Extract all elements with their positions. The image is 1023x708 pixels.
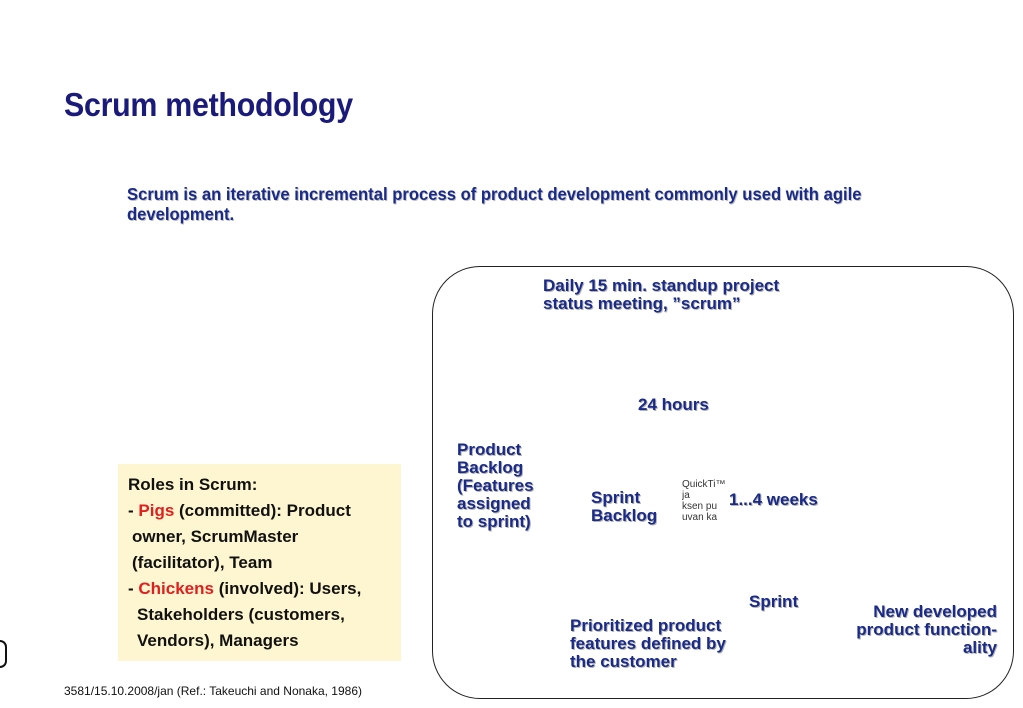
quicktime-placeholder: QuickTi™ ja ksen pu uvan ka <box>682 479 726 523</box>
hours-label: 24 hours <box>638 395 709 414</box>
chickens-term: Chickens <box>138 579 214 598</box>
slide-title: Scrum methodology <box>64 86 353 123</box>
new-product-label: New developed product function- ality <box>856 602 997 657</box>
prioritized-features-label: Prioritized product features defined by the customer <box>570 616 726 671</box>
daily-meeting-label: Daily 15 min. standup project status meeting, ”scrum” <box>543 276 780 313</box>
roles-chickens-line3: Vendors), Managers <box>137 631 299 650</box>
roles-chickens-line2: Stakeholders (customers, <box>137 605 345 624</box>
sprint-backlog-label: Sprint Backlog <box>591 488 658 525</box>
pigs-term: Pigs <box>138 501 175 520</box>
roles-pigs-line2: owner, ScrumMaster <box>132 527 299 546</box>
sprint-label: Sprint <box>749 592 799 611</box>
footer-reference: 3581/15.10.2008/jan (Ref.: Takeuchi and Nonaka, 1986) <box>64 684 362 698</box>
scrum-cycle-diagram <box>432 266 1014 699</box>
slide-intro: Scrum is an iterative incremental process of product development commonly used with agile development. <box>127 184 862 224</box>
edge-mark <box>0 640 7 668</box>
roles-pigs-line3: (facilitator), Team <box>132 553 273 572</box>
weeks-label: 1...4 weeks <box>729 490 818 509</box>
roles-pigs-line: - Pigs (committed): Product <box>128 501 351 520</box>
product-backlog-label: Product Backlog (Features assigned to sprint) <box>457 440 534 531</box>
roles-heading: Roles in Scrum: <box>128 475 258 494</box>
roles-box <box>118 464 401 661</box>
roles-chickens-line: - Chickens (involved): Users, <box>128 579 362 598</box>
